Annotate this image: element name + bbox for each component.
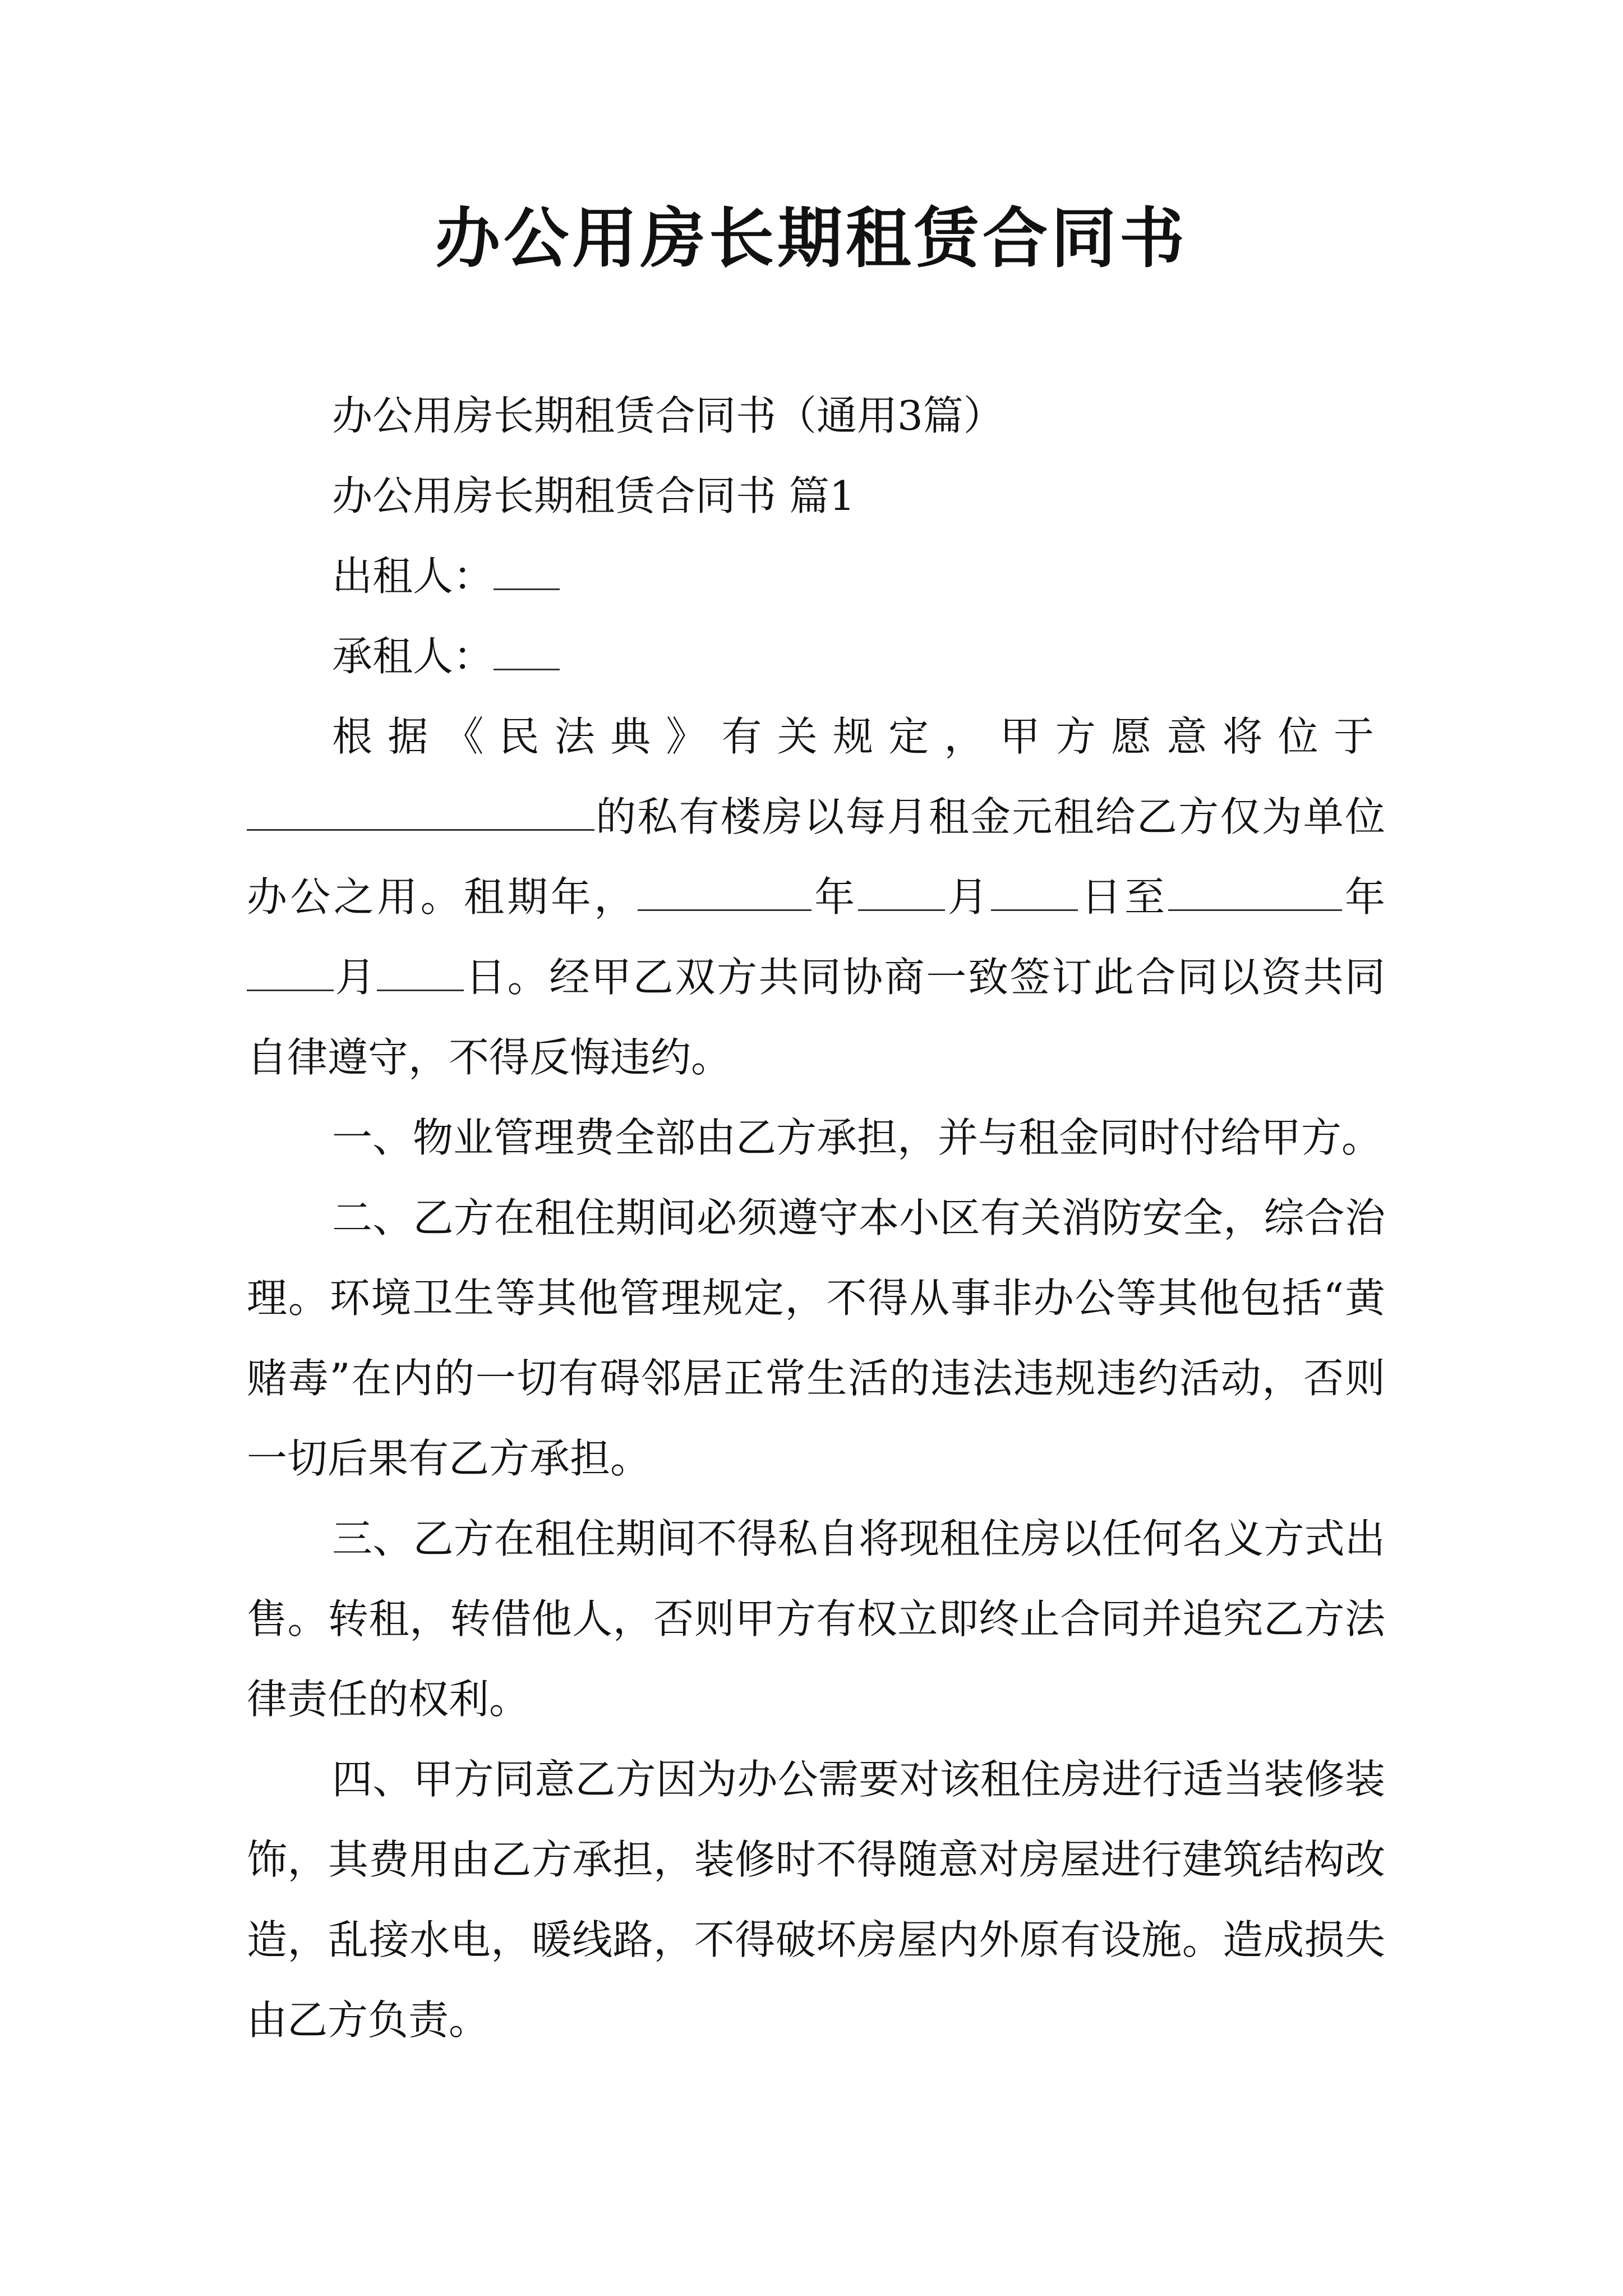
end-month-blank bbox=[247, 949, 334, 991]
clause-3: 三、乙方在租住期间不得私自将现租住房以任何名义方式出售。转租，转借他人，否则甲方有权立即终止合同并追究乙方法律责任的权利。 bbox=[247, 1515, 1385, 1723]
lessee-label: 承租人： bbox=[332, 633, 494, 680]
lessor-label: 出租人： bbox=[332, 553, 494, 600]
lessee-line bbox=[247, 616, 1385, 697]
intro-text-7: 月 bbox=[334, 954, 377, 1001]
intro-text-1: 根据《民法典》有关规定，甲方愿意将位于 bbox=[332, 713, 1385, 760]
start-year-blank bbox=[638, 869, 811, 911]
end-day-blank bbox=[377, 949, 464, 991]
document-title: 办公用房长期租赁合同书 bbox=[435, 200, 1188, 277]
start-month-blank bbox=[858, 869, 945, 911]
end-year-blank bbox=[1168, 869, 1342, 911]
clause-1: 一、物业管理费全部由乙方承担，并与租金同时付给甲方。 bbox=[332, 1114, 1382, 1161]
lessor-line bbox=[247, 536, 1385, 616]
intro-text-2: 的私有楼房以每月租金元租给乙方仅为单位办公之用。租期年， bbox=[247, 793, 1385, 921]
intro-text-5: 日至 bbox=[1078, 873, 1168, 921]
lessee-blank bbox=[494, 628, 560, 670]
intro-text-8: 日。经甲乙双方共同协商一致签订此合同以资共同自律遵守，不得反悔违约。 bbox=[247, 954, 1385, 1081]
clause-4: 四、甲方同意乙方因为办公需要对该租住房进行适当装修装饰，其费用由乙方承担，装修时不得随意对房屋进行建筑结构改造，乱接水电，暖线路，不得破坏房屋内外原有设施。造成损失由乙方负责。 bbox=[247, 1756, 1385, 2044]
intro-text-6: 年 bbox=[1341, 873, 1385, 921]
clause-2: 二、乙方在租住期间必须遵守本小区有关消防安全，综合治理。环境卫生等其他管理规定，不得从事非办公等其他包括“黄赌毒”在内的一切有碍邻居正常生活的违法违规违约活动，否则一切后果有乙方承担。 bbox=[247, 1194, 1385, 1482]
document-body bbox=[247, 376, 1385, 2060]
subtitle: 办公用房长期租赁合同书（通用3篇） bbox=[332, 392, 1004, 439]
intro-paragraph bbox=[247, 697, 1385, 1098]
start-day-blank bbox=[991, 869, 1078, 911]
intro-text-3: 年 bbox=[811, 873, 858, 921]
lessor-blank bbox=[494, 548, 560, 590]
intro-text-4: 月 bbox=[944, 873, 992, 921]
section-heading: 办公用房长期租赁合同书 篇1 bbox=[332, 472, 855, 519]
address-blank bbox=[247, 789, 594, 831]
